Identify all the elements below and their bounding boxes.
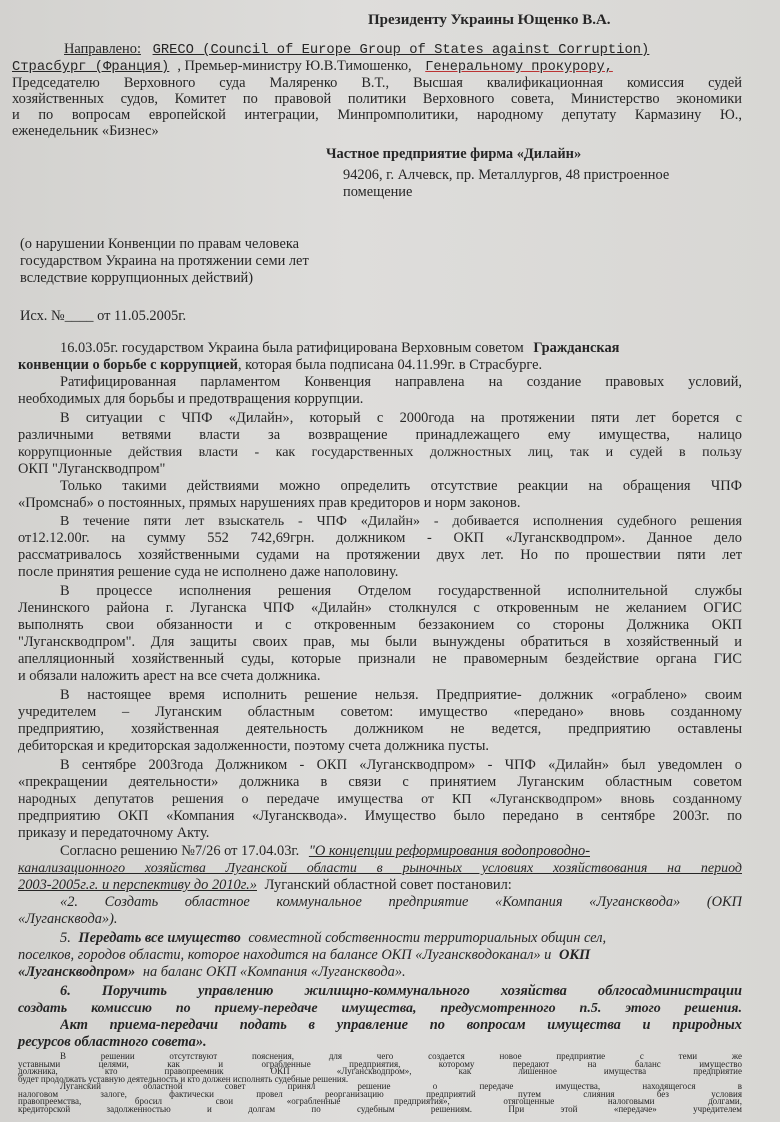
cc-line-3: хозяйственных судов, Комитет по правовой политики Верховного совета, Министерство экономики — [12, 91, 742, 107]
body-line: уставными целями, как и ограбленные предприятия, которому передают на баланс имущество — [18, 1059, 742, 1069]
prosecutor: Генеральному прокурору, — [425, 60, 613, 75]
body-line: "Луганскводпром". Для защиты своих прав, мы были вынуждены обратиться в хозяйственный и — [18, 634, 742, 650]
body-line: апелляционный хозяйственный суды, которые признали не правомерным бездействие органа ГИС — [18, 651, 742, 667]
body-line: «прекращении деятельности» должника в связи с принятием Луганским областным советом — [18, 774, 742, 790]
body-line: коррупционные действия власти - как государственных должностных лиц, так и судей в пользу — [18, 445, 742, 460]
body-line: поселков, городов области, которое находится на балансе ОКП «Луганскводоканал» и ОКП — [18, 947, 591, 963]
subject-line-3: вследствие коррупционных действий) — [20, 270, 254, 286]
body-line: дебиторская и кредиторская задолженности, поэтому счета должника пусты. — [18, 738, 489, 754]
body-line: Акт приема-передачи подать в управление по вопросам имущества и природных — [60, 1017, 742, 1033]
addressee: Президенту Украины Ющенко В.А. — [368, 12, 611, 28]
body-line: 16.03.05г. государством Украина была ратифицирована Верховным советом Гражданская — [60, 340, 620, 356]
body-line: В сентябре 2003года Должником - ОКП «Луганскводпром» - ЧПФ «Дилайн» был уведомлен о — [60, 757, 742, 773]
body-line: должника, кто правопреемник ОКП «Луганскводпром», как лишенное имущества предприятие — [18, 1067, 742, 1077]
body-line: учредителем – Луганским областным советом: имущество «передано» вновь созданному — [18, 704, 742, 720]
body-line: «Промснаб» о постоянных, прямых нарушениях прав кредиторов и норм законов. — [18, 495, 521, 511]
body-line: правопреемства, бросил свои «ограбленные предприятия», отягощенные налоговыми долгами, — [18, 1097, 742, 1107]
sender-name: Частное предприятие фирма «Дилайн» — [326, 146, 582, 162]
body-line: ОКП "Луганскводпром" — [18, 461, 166, 477]
body-line: В процессе исполнения решения Отделом государственной исполнительной службы — [60, 583, 742, 599]
body-line: В настоящее время исполнить решение нельзя. Предприятие- должник «ограблено» своим — [60, 687, 742, 703]
body-line: 2003-2005г.г. и перспективу до 2010г.» Луганский областной совет постановил: — [18, 877, 512, 893]
greco-recipient: GRECO (Council of Europe Group of States against Corruption) — [152, 43, 650, 58]
cc-line-4: и по вопросам европейской интеграции, Минпромполитики, народному депутату Кармазину Ю., — [12, 107, 742, 123]
cc-rest: , Премьер-министру Ю.В.Тимошенко, — [177, 58, 412, 74]
body-line: Ратифицированная парламентом Конвенция направлена на создание правовых условий, — [60, 374, 742, 390]
body-line: «Лугансквода»). — [18, 911, 118, 927]
body-line: приказу и передаточному Акту. — [18, 825, 210, 841]
body-line: ресурсов областного совета». — [18, 1034, 207, 1050]
body-line: народных депутатов решения о передаче имущества от КП «Луганскводпром» вновь созданному — [18, 792, 742, 807]
body-line: предприятию, хозяйственная деятельность должником не ведется, предприятию оставлены — [18, 721, 742, 737]
body-line: кредиторской задолженностью и долгам по судебным решениям. При этой «передаче» учредителем — [18, 1105, 742, 1114]
subject-line-2: государством Украина на протяжении семи лет — [20, 253, 309, 269]
body-line: налоговом залоге, фактически провел реорганизацию предприятий путем слияния без условия — [18, 1089, 742, 1099]
cc-line-5: еженедельник «Бизнес» — [12, 123, 159, 139]
strasbourg: Страсбург (Франция) — [12, 60, 170, 75]
body-line: «Луганскводпром» на баланс ОКП «Компания «Лугансквода». — [18, 964, 406, 980]
outgoing-ref: Исх. №____ от 11.05.2005г. — [20, 308, 187, 324]
sent-to-label: Направлено: — [64, 41, 141, 57]
cc-line-1 — [12, 58, 613, 76]
body-line: от12.12.00г. на сумму 552 742,69грн. должником - ОКП «Луганскводпром». Данное дело — [18, 530, 742, 546]
body-line: выполнять свои обязанности и с откровенным беззаконием со стороны Должника ОКП — [18, 617, 742, 633]
body-line: предприятию ОКП «Компания «Лугансквода». Имущество было передано в сентябре 2003г. по — [18, 808, 742, 824]
body-line: и обязали наложить арест на все счета должника. — [18, 668, 321, 684]
body-line: Согласно решению №7/26 от 17.04.03г. "О концепции реформирования водопроводно- — [60, 843, 590, 859]
body-line: конвенции о борьбе с коррупцией, которая была подписана 04.11.99г. в Страсбурге. — [18, 357, 543, 373]
body-line: рассматривалось хозяйственными судами на протяжении двух лет. Но по прошествии пяти лет — [18, 547, 742, 563]
body-line: различными ветвями власти за возвращение принадлежащего ему имущества, налицо — [18, 427, 742, 443]
body-line: после принятия решение суда не исполнено даже наполовину. — [18, 564, 399, 580]
body-line: В течение пяти лет взыскатель - ЧПФ «Дилайн» - добивается исполнения судебного решения — [60, 514, 742, 529]
body-line: 6. Поручить управлению жилищно-коммунального хозяйства облгосадминистрации — [60, 983, 742, 999]
subject-line-1: (о нарушении Конвенции по правам человека — [20, 236, 300, 252]
body-line: В решении отсутствуют пояснения, для чего создается новое предприятие с теми же — [60, 1052, 742, 1061]
body-line: В ситуации с ЧПФ «Дилайн», который с 2000года на протяжении пяти лет борется с — [60, 410, 742, 426]
body-line: создать комиссию по приему-передаче имущества, предусмотренного п.5. этого решения. — [18, 1001, 742, 1016]
body-line: будет продолжать уставную деятельность и кто должен исполнять судебные решения. — [18, 1073, 349, 1084]
sent-to-line — [64, 41, 649, 59]
body-line: необходимых для борьбы и предотвращения коррупции. — [18, 391, 364, 407]
body-line: 5. Передать все имущество совместной собственности территориальных общин сел, — [60, 930, 607, 946]
sender-address-1: 94206, г. Алчевск, пр. Металлургов, 48 пристроенное — [343, 167, 670, 183]
body-line: Луганский областной совет принял решение о передаче имущества, находящегося в — [60, 1082, 742, 1092]
body-line: Только такими действиями можно определить отсутствие реакции на обращения ЧПФ — [60, 478, 742, 494]
body-line: Ленинского района г. Луганска ЧПФ «Дилайн» столкнулся с откровенным не желанием ОГИС — [18, 600, 742, 616]
sender-address-2: помещение — [343, 184, 413, 200]
body-line: канализационного хозяйства Луганской области в рыночных условиях хозяйствования на период — [18, 861, 742, 876]
cc-line-2: Председателю Верховного суда Маляренко В.Т., Высшая квалификационная комиссия судей — [12, 75, 742, 91]
body-line: «2. Создать областное коммунальное предприятие «Компания «Лугансквода» (ОКП — [60, 894, 742, 910]
